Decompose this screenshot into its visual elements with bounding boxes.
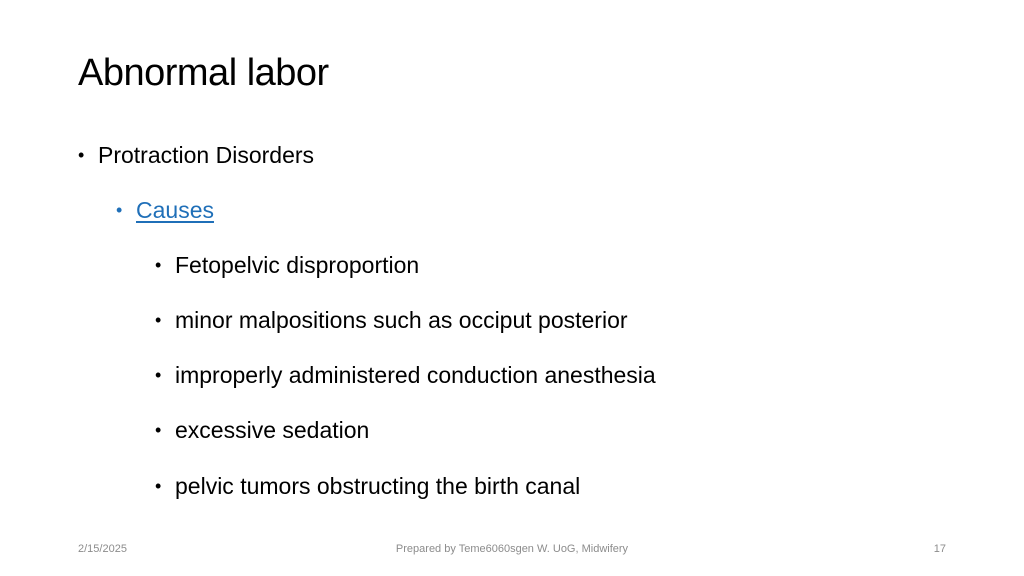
bullet-icon: •	[155, 310, 162, 330]
causes-link[interactable]: Causes	[136, 197, 214, 223]
bullet-item-causes[interactable]	[116, 195, 214, 225]
bullet-icon: •	[116, 200, 123, 220]
bullet-item-minor-malpositions	[155, 305, 628, 335]
bullet-item-excessive-sedation	[155, 415, 369, 445]
bullet-icon: •	[155, 255, 162, 275]
bullet-text: improperly administered conduction anesthesia	[175, 362, 656, 388]
bullet-item-fetopelvic-disproportion	[155, 250, 419, 280]
page-number: 17	[933, 543, 946, 555]
bullet-text: pelvic tumors obstructing the birth canal	[175, 473, 581, 499]
bullet-item-conduction-anesthesia	[155, 360, 656, 390]
bullet-item-pelvic-tumors	[155, 471, 580, 501]
bullet-icon: •	[155, 420, 162, 440]
slide-title: Abnormal labor	[78, 52, 329, 94]
footer-date: 2/15/2025	[78, 543, 127, 555]
bullet-icon: •	[155, 365, 162, 385]
bullet-item-protraction-disorders	[78, 140, 314, 170]
bullet-icon: •	[78, 145, 85, 165]
bullet-text: Fetopelvic disproportion	[175, 252, 420, 278]
bullet-text: Protraction Disorders	[98, 142, 315, 168]
bullet-text: minor malpositions such as occiput posterior	[175, 307, 628, 333]
bullet-icon: •	[155, 476, 162, 496]
bullet-text: excessive sedation	[175, 417, 370, 443]
footer-author: Prepared by Teme6060sgen W. UoG, Midwifery	[395, 543, 629, 555]
